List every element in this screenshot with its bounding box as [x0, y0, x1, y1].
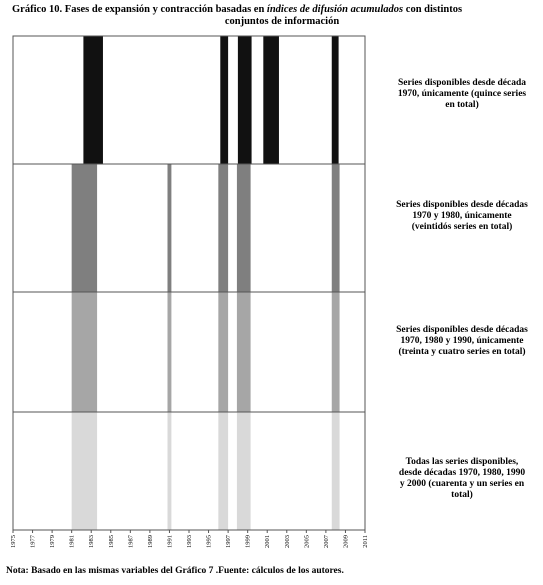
panel-3-bar-5: [332, 292, 340, 412]
panel-1-bar-4: [263, 36, 279, 164]
panel-2-frame: [13, 164, 365, 292]
panel-2-bar-5: [332, 164, 340, 292]
panel-2-bar-2: [167, 164, 171, 292]
footnote: Nota: Basado en las mismas variables del Gráfico 7 .Fuente: cálculos de los autores.: [6, 566, 344, 576]
panel-3-bar-2: [167, 292, 171, 412]
panel-3-frame: [13, 292, 365, 412]
panel-4-bar-5: [332, 412, 340, 530]
panel-4-label: Todas las series disponibles, desde décadas 1970, 1980, 1990 y 2000 (cuarenta y un series en total): [398, 457, 526, 500]
panel-1-bar-5: [332, 36, 339, 164]
panel-3-bar-3: [218, 292, 228, 412]
panel-1-bar-1: [83, 36, 103, 164]
panel-3-bar-1: [72, 292, 97, 412]
title-line1-italic: índices de difusión acumulados: [266, 4, 404, 15]
panel-4-bar-4: [237, 412, 251, 530]
x-tick-label-2007: 2007: [322, 535, 330, 548]
x-tick-label-1989: 1989: [146, 535, 154, 548]
panel-2-bar-4: [237, 164, 251, 292]
x-tick-label-2003: 2003: [283, 535, 291, 548]
panel-3-bar-4: [237, 292, 251, 412]
x-tick-label-1983: 1983: [88, 535, 96, 548]
x-tick-label-1993: 1993: [186, 535, 193, 548]
panel-1-label: Series disponibles desde década 1970, únicamente (quince series en total): [397, 78, 527, 110]
panel-1-frame: [13, 36, 365, 164]
panel-2-bar-1: [72, 164, 97, 292]
panel-4-bar-3: [218, 412, 228, 530]
x-tick-label-1991: 1991: [166, 535, 174, 548]
x-tick-label-1995: 1995: [205, 535, 213, 548]
x-tick-label-1985: 1985: [107, 535, 115, 548]
panel-1-bar-2: [220, 36, 228, 164]
x-tick-label-1981: 1981: [68, 535, 76, 548]
panel-4-frame: [13, 412, 365, 530]
x-tick-label-1999: 1999: [244, 535, 252, 548]
title-line1-suffix: con distintos: [403, 4, 463, 15]
panel-3-label: Series disponibles desde décadas 1970, 1980 y 1990, únicamente (treinta y cuatro series en total): [396, 325, 528, 357]
x-tick-label-2001: 2001: [264, 535, 272, 548]
x-tick-label-1987: 1987: [127, 535, 135, 548]
panel-2-bar-3: [218, 164, 228, 292]
panel-2-label: Series disponibles desde décadas 1970 y 1980, únicamente (veintidós series en total): [396, 200, 528, 232]
x-tick-label-2005: 2005: [303, 535, 311, 548]
panel-4-bar-2: [167, 412, 171, 530]
x-tick-label-1975: 1975: [10, 535, 17, 548]
title-line2: conjuntos de información: [224, 16, 340, 27]
x-tick-label-1977: 1977: [29, 535, 37, 548]
x-tick-label-1979: 1979: [49, 535, 57, 548]
panel-1-bar-3: [238, 36, 252, 164]
x-tick-label-2009: 2009: [342, 535, 350, 548]
title-line1-prefix: Gráfico 10. Fases de expansión y contracción basadas en: [12, 4, 267, 15]
x-tick-label-2011: 2011: [362, 535, 369, 548]
panel-4-bar-1: [72, 412, 97, 530]
x-tick-label-1997: 1997: [225, 535, 233, 548]
